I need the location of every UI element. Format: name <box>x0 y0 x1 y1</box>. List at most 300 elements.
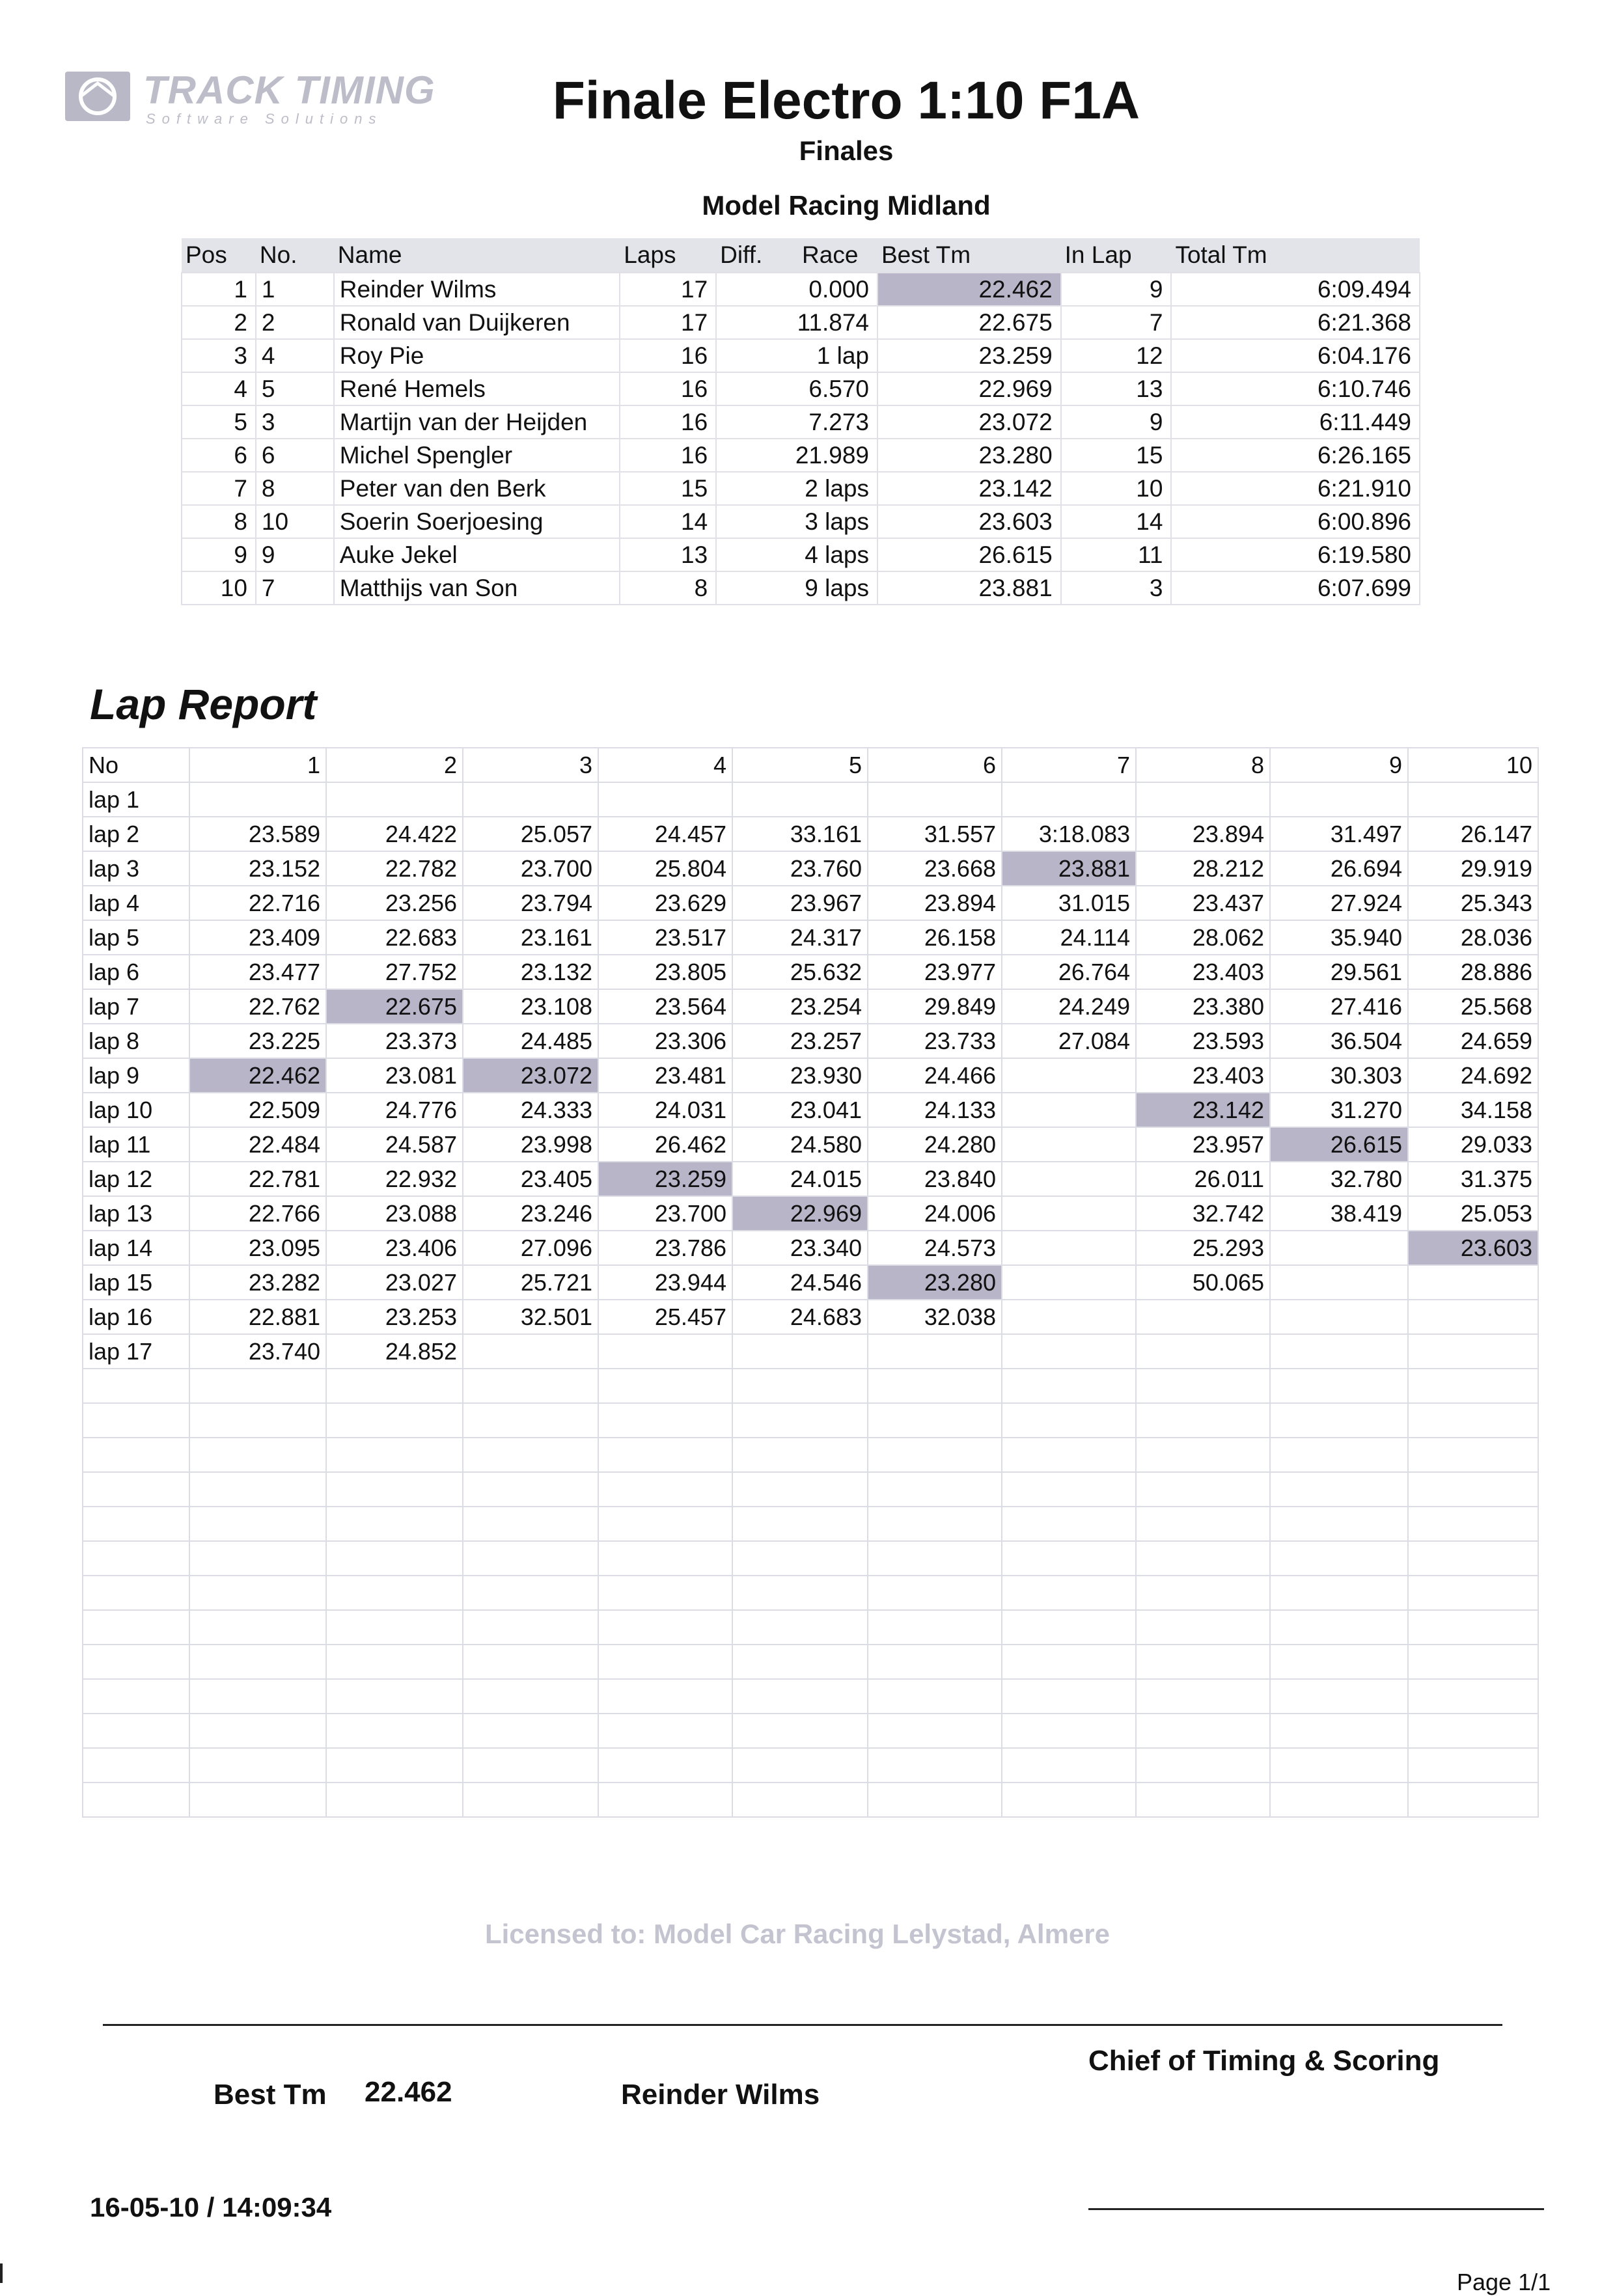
lap-empty-cell <box>326 1610 463 1645</box>
results-cell: 17 <box>620 306 716 339</box>
lap-empty-cell <box>1002 1541 1136 1576</box>
lap-empty-cell <box>868 1610 1002 1645</box>
lap-time-cell: 24.249 <box>1002 989 1136 1024</box>
results-cell: 4 laps <box>716 538 877 571</box>
page-number: Page 1/1 <box>1457 2269 1551 2295</box>
lap-empty-cell <box>1270 1714 1408 1748</box>
lap-empty-cell <box>463 1472 598 1507</box>
lap-time-cell: 23.161 <box>463 920 598 955</box>
lap-time-cell: 24.692 <box>1408 1058 1538 1093</box>
scan-edge-mark <box>0 2263 3 2283</box>
results-cell: 13 <box>620 538 716 571</box>
lap-empty-cell <box>326 1679 463 1714</box>
lap-time-cell: 32.038 <box>868 1300 1002 1334</box>
lap-empty-cell <box>732 1507 868 1541</box>
lap-empty-cell <box>83 1576 189 1610</box>
lap-time-cell: 26.011 <box>1136 1162 1270 1196</box>
lap-empty-cell <box>1408 1714 1538 1748</box>
lap-empty-cell <box>83 1783 189 1817</box>
lap-time-cell: 26.615 <box>1270 1127 1408 1162</box>
lap-time-cell: 23.254 <box>732 989 868 1024</box>
footer-divider <box>103 2024 1502 2026</box>
signature-line <box>1088 2208 1544 2210</box>
lap-empty-cell <box>1408 1610 1538 1645</box>
lap-empty-cell <box>83 1507 189 1541</box>
lap-empty-cell <box>868 1369 1002 1403</box>
lap-empty-cell <box>1002 1576 1136 1610</box>
lap-empty-cell <box>598 1403 732 1438</box>
lap-time-cell: 23.041 <box>732 1093 868 1127</box>
results-col-header: No. <box>256 238 334 273</box>
lap-empty-cell <box>326 1576 463 1610</box>
lap-empty-cell <box>1408 1679 1538 1714</box>
lap-driver-header: 10 <box>1408 748 1538 782</box>
lap-time-cell <box>1002 1162 1136 1196</box>
lap-empty-cell <box>598 1541 732 1576</box>
lap-empty-cell <box>189 1576 326 1610</box>
results-cell: 16 <box>620 405 716 439</box>
results-cell: 21.989 <box>716 439 877 472</box>
lap-time-cell <box>189 782 326 817</box>
results-col-header: Total Tm <box>1171 238 1420 273</box>
results-cell: 22.675 <box>877 306 1061 339</box>
results-cell: 8 <box>182 505 256 538</box>
lap-empty-cell <box>1270 1576 1408 1610</box>
results-cell: 11.874 <box>716 306 877 339</box>
lap-driver-header: 1 <box>189 748 326 782</box>
results-cell: 2 <box>256 306 334 339</box>
lap-empty-cell <box>463 1403 598 1438</box>
lap-time-cell: 23.081 <box>326 1058 463 1093</box>
lap-empty-cell <box>1270 1610 1408 1645</box>
lap-time-cell: 25.721 <box>463 1265 598 1300</box>
results-cell: René Hemels <box>334 372 620 405</box>
lap-empty-cell <box>189 1369 326 1403</box>
results-cell: 6 <box>182 439 256 472</box>
lap-time-cell: 26.694 <box>1270 851 1408 886</box>
results-row <box>182 405 1420 439</box>
lap-time-cell: 23.406 <box>326 1231 463 1265</box>
results-row <box>182 273 1420 306</box>
lap-time-cell: 23.259 <box>598 1162 732 1196</box>
lap-time-cell: 23.944 <box>598 1265 732 1300</box>
print-datetime: 16-05-10 / 14:09:34 <box>90 2192 332 2222</box>
lap-empty-cell <box>189 1714 326 1748</box>
results-row <box>182 372 1420 405</box>
lap-time-cell: 23.280 <box>868 1265 1002 1300</box>
lap-time-cell: 23.027 <box>326 1265 463 1300</box>
results-cell: 3 laps <box>716 505 877 538</box>
results-cell: 16 <box>620 372 716 405</box>
lap-time-cell: 23.794 <box>463 886 598 920</box>
lap-time-cell: 24.659 <box>1408 1024 1538 1058</box>
lap-driver-header: 8 <box>1136 748 1270 782</box>
lap-time-cell: 23.998 <box>463 1127 598 1162</box>
lap-time-cell <box>1002 782 1136 817</box>
lap-empty-cell <box>732 1679 868 1714</box>
lap-driver-header: 2 <box>326 748 463 782</box>
results-cell: 9 <box>1061 273 1172 306</box>
lap-empty-cell <box>83 1369 189 1403</box>
lap-empty-cell <box>868 1438 1002 1472</box>
lap-label: lap 8 <box>83 1024 189 1058</box>
lap-empty-row <box>83 1645 1538 1679</box>
lap-row <box>83 1162 1538 1196</box>
lap-label: lap 9 <box>83 1058 189 1093</box>
results-cell: 9 laps <box>716 571 877 605</box>
lap-empty-cell <box>598 1679 732 1714</box>
results-cell: Reinder Wilms <box>334 273 620 306</box>
results-cell: 16 <box>620 339 716 372</box>
results-cell: 6:04.176 <box>1171 339 1420 372</box>
lap-label: lap 1 <box>83 782 189 817</box>
lap-row <box>83 1265 1538 1300</box>
lap-time-cell <box>1136 1334 1270 1369</box>
logo-subtext: Software Solutions <box>146 111 383 127</box>
lap-report-table <box>82 747 1539 1818</box>
lap-empty-cell <box>1136 1541 1270 1576</box>
results-cell: 23.881 <box>877 571 1061 605</box>
lap-empty-cell <box>598 1576 732 1610</box>
lap-driver-header: 9 <box>1270 748 1408 782</box>
results-cell: 5 <box>182 405 256 439</box>
lap-time-cell: 25.632 <box>732 955 868 989</box>
results-cell: 23.259 <box>877 339 1061 372</box>
results-col-header: Race <box>798 238 877 273</box>
lap-empty-cell <box>1408 1369 1538 1403</box>
results-col-header: Diff. <box>716 238 798 273</box>
lap-empty-cell <box>463 1783 598 1817</box>
lap-empty-cell <box>1002 1472 1136 1507</box>
lap-driver-header: 4 <box>598 748 732 782</box>
lap-time-cell: 23.700 <box>463 851 598 886</box>
results-row <box>182 571 1420 605</box>
results-cell: 7 <box>256 571 334 605</box>
lap-time-cell: 24.683 <box>732 1300 868 1334</box>
lap-time-cell: 23.740 <box>189 1334 326 1369</box>
lap-time-cell: 23.733 <box>868 1024 1002 1058</box>
lap-time-cell <box>1002 1058 1136 1093</box>
lap-label: lap 2 <box>83 817 189 851</box>
lap-empty-cell <box>1002 1783 1136 1817</box>
lap-empty-cell <box>326 1472 463 1507</box>
lap-empty-cell <box>598 1714 732 1748</box>
lap-time-cell <box>463 782 598 817</box>
results-cell: 7 <box>1061 306 1172 339</box>
lap-time-cell: 23.517 <box>598 920 732 955</box>
lap-empty-cell <box>463 1748 598 1783</box>
lap-driver-header: 7 <box>1002 748 1136 782</box>
lap-time-cell: 28.886 <box>1408 955 1538 989</box>
lap-empty-cell <box>189 1472 326 1507</box>
lap-row <box>83 1196 1538 1231</box>
results-cell: 23.603 <box>877 505 1061 538</box>
lap-time-cell <box>1408 1300 1538 1334</box>
results-cell: 15 <box>620 472 716 505</box>
lap-empty-row <box>83 1472 1538 1507</box>
lap-empty-cell <box>868 1714 1002 1748</box>
lap-time-cell: 24.333 <box>463 1093 598 1127</box>
lap-empty-cell <box>189 1783 326 1817</box>
lap-time-cell: 24.587 <box>326 1127 463 1162</box>
lap-empty-cell <box>83 1610 189 1645</box>
results-cell: 10 <box>1061 472 1172 505</box>
results-cell: 22.969 <box>877 372 1061 405</box>
lap-time-cell <box>732 1334 868 1369</box>
lap-empty-row <box>83 1438 1538 1472</box>
lap-time-cell: 33.161 <box>732 817 868 851</box>
lap-empty-cell <box>732 1403 868 1438</box>
lap-empty-row <box>83 1507 1538 1541</box>
lap-empty-cell <box>189 1507 326 1541</box>
lap-time-cell: 22.766 <box>189 1196 326 1231</box>
lap-empty-cell <box>598 1438 732 1472</box>
lap-label: lap 7 <box>83 989 189 1024</box>
lap-time-cell: 31.015 <box>1002 886 1136 920</box>
lap-time-cell: 50.065 <box>1136 1265 1270 1300</box>
lap-row <box>83 1334 1538 1369</box>
lap-time-cell <box>463 1334 598 1369</box>
lap-empty-row <box>83 1576 1538 1610</box>
lap-time-cell: 27.416 <box>1270 989 1408 1024</box>
logo-text: TRACK TIMING <box>143 68 435 112</box>
lap-time-cell: 32.742 <box>1136 1196 1270 1231</box>
lap-time-cell: 24.114 <box>1002 920 1136 955</box>
lap-time-cell <box>326 782 463 817</box>
lap-empty-cell <box>1136 1783 1270 1817</box>
lap-empty-cell <box>868 1541 1002 1576</box>
results-cell: 6:21.368 <box>1171 306 1420 339</box>
lap-time-cell: 28.062 <box>1136 920 1270 955</box>
results-cell: 8 <box>256 472 334 505</box>
lap-empty-row <box>83 1369 1538 1403</box>
lap-label: lap 17 <box>83 1334 189 1369</box>
lap-time-cell: 23.437 <box>1136 886 1270 920</box>
lap-time-cell: 23.152 <box>189 851 326 886</box>
lap-row <box>83 1300 1538 1334</box>
lap-empty-cell <box>598 1783 732 1817</box>
lap-empty-cell <box>868 1403 1002 1438</box>
lap-time-cell: 23.142 <box>1136 1093 1270 1127</box>
lap-row <box>83 886 1538 920</box>
lap-time-cell: 22.881 <box>189 1300 326 1334</box>
lap-empty-cell <box>1136 1369 1270 1403</box>
lap-time-cell <box>1002 1334 1136 1369</box>
lap-time-cell: 29.561 <box>1270 955 1408 989</box>
lap-empty-cell <box>463 1369 598 1403</box>
lap-time-cell: 22.462 <box>189 1058 326 1093</box>
lap-time-cell: 23.593 <box>1136 1024 1270 1058</box>
results-cell: 6:10.746 <box>1171 372 1420 405</box>
lap-time-cell <box>868 782 1002 817</box>
lap-time-cell: 22.675 <box>326 989 463 1024</box>
results-cell: 2 laps <box>716 472 877 505</box>
lap-empty-cell <box>189 1541 326 1576</box>
results-cell: 12 <box>1061 339 1172 372</box>
lap-empty-cell <box>1136 1645 1270 1679</box>
page-subtitle: Finales <box>799 135 894 166</box>
results-cell: Auke Jekel <box>334 538 620 571</box>
results-cell: 17 <box>620 273 716 306</box>
results-cell: 23.280 <box>877 439 1061 472</box>
lap-time-cell: 24.280 <box>868 1127 1002 1162</box>
lap-empty-cell <box>732 1438 868 1472</box>
best-time-driver: Reinder Wilms <box>621 2079 820 2111</box>
lap-empty-cell <box>1408 1472 1538 1507</box>
lap-empty-cell <box>868 1507 1002 1541</box>
lap-empty-cell <box>732 1610 868 1645</box>
lap-empty-cell <box>732 1748 868 1783</box>
results-cell: 9 <box>256 538 334 571</box>
lap-time-cell: 24.573 <box>868 1231 1002 1265</box>
lap-time-cell: 38.419 <box>1270 1196 1408 1231</box>
page-title: Finale Electro 1:10 F1A <box>552 71 1140 130</box>
results-row <box>182 472 1420 505</box>
lap-time-cell <box>868 1334 1002 1369</box>
lap-empty-cell <box>463 1610 598 1645</box>
lap-time-cell: 24.133 <box>868 1093 1002 1127</box>
lap-time-cell <box>1270 1300 1408 1334</box>
results-cell: Michel Spengler <box>334 439 620 472</box>
lap-empty-row <box>83 1403 1538 1438</box>
lap-time-cell: 27.752 <box>326 955 463 989</box>
results-cell: 14 <box>620 505 716 538</box>
lap-time-cell <box>1002 1231 1136 1265</box>
lap-empty-cell <box>1002 1748 1136 1783</box>
results-cell: 5 <box>256 372 334 405</box>
lap-empty-cell <box>1408 1403 1538 1438</box>
lap-empty-row <box>83 1541 1538 1576</box>
lap-time-cell: 23.977 <box>868 955 1002 989</box>
results-col-header: Name <box>334 238 620 273</box>
lap-time-cell: 30.303 <box>1270 1058 1408 1093</box>
lap-time-cell: 27.096 <box>463 1231 598 1265</box>
lap-empty-cell <box>1136 1714 1270 1748</box>
lap-time-cell: 23.564 <box>598 989 732 1024</box>
lap-time-cell: 24.466 <box>868 1058 1002 1093</box>
lap-empty-cell <box>732 1645 868 1679</box>
results-cell: 7.273 <box>716 405 877 439</box>
lap-time-cell: 27.924 <box>1270 886 1408 920</box>
lap-time-cell: 3:18.083 <box>1002 817 1136 851</box>
results-cell: 13 <box>1061 372 1172 405</box>
results-cell: 8 <box>620 571 716 605</box>
lap-empty-cell <box>463 1714 598 1748</box>
lap-empty-cell <box>1136 1472 1270 1507</box>
lap-time-cell: 28.212 <box>1136 851 1270 886</box>
results-cell: 3 <box>256 405 334 439</box>
lap-empty-cell <box>463 1679 598 1714</box>
results-cell: 6.570 <box>716 372 877 405</box>
lap-empty-cell <box>868 1472 1002 1507</box>
lap-empty-cell <box>1136 1748 1270 1783</box>
lap-time-cell: 32.501 <box>463 1300 598 1334</box>
lap-label: lap 10 <box>83 1093 189 1127</box>
lap-empty-cell <box>1270 1679 1408 1714</box>
results-col-header: Best Tm <box>877 238 1061 273</box>
lap-time-cell: 32.780 <box>1270 1162 1408 1196</box>
results-cell: 2 <box>182 306 256 339</box>
lap-empty-cell <box>1136 1576 1270 1610</box>
results-header-row <box>182 238 1420 273</box>
lap-empty-cell <box>732 1541 868 1576</box>
lap-time-cell: 23.967 <box>732 886 868 920</box>
lap-time-cell: 26.764 <box>1002 955 1136 989</box>
lap-time-cell: 23.282 <box>189 1265 326 1300</box>
lap-empty-cell <box>83 1748 189 1783</box>
lap-empty-row <box>83 1679 1538 1714</box>
lap-time-cell: 24.457 <box>598 817 732 851</box>
results-row <box>182 439 1420 472</box>
lap-empty-cell <box>1002 1507 1136 1541</box>
lap-time-cell: 24.776 <box>326 1093 463 1127</box>
results-table <box>181 238 1420 605</box>
lap-row <box>83 955 1538 989</box>
lap-time-cell: 22.484 <box>189 1127 326 1162</box>
lap-time-cell: 23.380 <box>1136 989 1270 1024</box>
lap-empty-cell <box>1270 1748 1408 1783</box>
lap-empty-cell <box>1270 1403 1408 1438</box>
lap-time-cell: 25.804 <box>598 851 732 886</box>
results-cell: 1 <box>256 273 334 306</box>
lap-empty-cell <box>732 1714 868 1748</box>
lap-time-cell: 23.894 <box>1136 817 1270 851</box>
results-row <box>182 538 1420 571</box>
results-cell: 6:00.896 <box>1171 505 1420 538</box>
results-cell: 6:11.449 <box>1171 405 1420 439</box>
lap-time-cell: 24.580 <box>732 1127 868 1162</box>
lap-empty-row <box>83 1610 1538 1645</box>
lap-empty-cell <box>1408 1507 1538 1541</box>
lap-empty-cell <box>868 1748 1002 1783</box>
lap-empty-cell <box>1002 1645 1136 1679</box>
lap-time-cell <box>1408 782 1538 817</box>
lap-empty-cell <box>326 1438 463 1472</box>
lap-time-cell: 26.147 <box>1408 817 1538 851</box>
lap-time-cell: 23.477 <box>189 955 326 989</box>
lap-empty-cell <box>732 1783 868 1817</box>
results-cell: 6:26.165 <box>1171 439 1420 472</box>
lap-empty-cell <box>1136 1403 1270 1438</box>
lap-empty-cell <box>1270 1472 1408 1507</box>
lap-empty-cell <box>326 1748 463 1783</box>
lap-label: lap 13 <box>83 1196 189 1231</box>
lap-empty-cell <box>83 1714 189 1748</box>
lap-empty-cell <box>463 1541 598 1576</box>
results-cell: 9 <box>182 538 256 571</box>
lap-time-cell: 23.405 <box>463 1162 598 1196</box>
results-col-header: Pos <box>182 238 256 273</box>
lap-time-cell: 25.057 <box>463 817 598 851</box>
lap-empty-cell <box>463 1576 598 1610</box>
lap-empty-cell <box>1408 1541 1538 1576</box>
results-cell: 23.072 <box>877 405 1061 439</box>
lap-time-cell: 35.940 <box>1270 920 1408 955</box>
lap-time-cell: 22.683 <box>326 920 463 955</box>
results-cell: 1 <box>182 273 256 306</box>
lap-header-label: No <box>83 748 189 782</box>
lap-time-cell: 23.760 <box>732 851 868 886</box>
results-cell: 9 <box>1061 405 1172 439</box>
lap-time-cell: 23.481 <box>598 1058 732 1093</box>
results-cell: 4 <box>182 372 256 405</box>
lap-time-cell: 23.340 <box>732 1231 868 1265</box>
lap-empty-cell <box>1408 1748 1538 1783</box>
lap-time-cell: 25.053 <box>1408 1196 1538 1231</box>
results-cell: Matthijs van Son <box>334 571 620 605</box>
lap-empty-cell <box>326 1783 463 1817</box>
lap-time-cell <box>1136 782 1270 817</box>
